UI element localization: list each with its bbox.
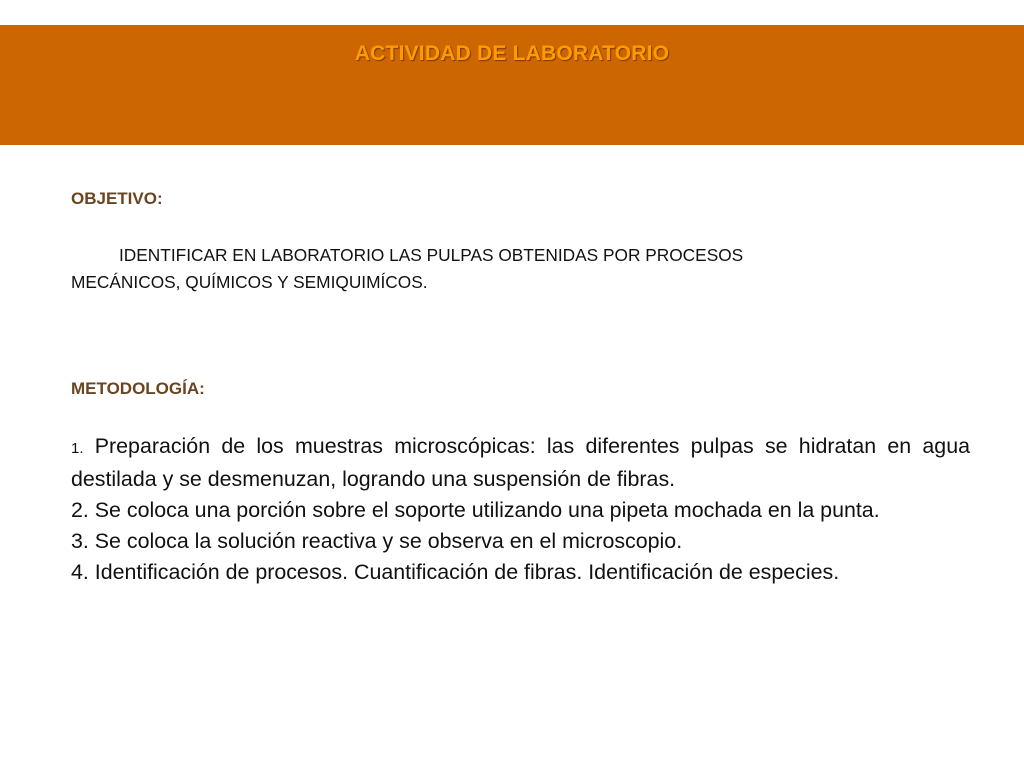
methodology-step xyxy=(71,557,970,588)
step-number: 4. xyxy=(71,560,89,584)
methodology-step xyxy=(71,526,970,557)
methodology-steps xyxy=(71,431,970,588)
step-text: Se coloca la solución reactiva y se observa en el microscopio. xyxy=(88,529,683,553)
title-banner xyxy=(0,25,1024,145)
methodology-step xyxy=(71,495,970,526)
objective-text xyxy=(71,242,951,296)
methodology-heading: METODOLOGÍA: xyxy=(71,379,205,398)
step-number: 1. xyxy=(71,440,84,457)
step-text: Identificación de procesos. Cuantificación de fibras. Identificación de especies. xyxy=(88,560,840,584)
objective-line-2: MECÁNICOS, QUÍMICOS Y SEMIQUIMÍCOS. xyxy=(71,272,428,292)
methodology-step xyxy=(71,431,970,495)
step-text: Se coloca una porción sobre el soporte utilizando una pipeta mochada en la punta. xyxy=(88,498,880,522)
objective-line-1: IDENTIFICAR EN LABORATORIO LAS PULPAS OBTENIDAS POR PROCESOS xyxy=(119,245,744,265)
objective-heading: OBJETIVO: xyxy=(71,189,163,208)
step-number: 2. xyxy=(71,498,89,522)
slide-title: ACTIVIDAD DE LABORATORIO xyxy=(354,42,670,65)
step-text: Preparación de los muestras microscópicas: las diferentes pulpas se hidratan en agua destilada y se desmenuzan, logrando una suspensión de fibras. xyxy=(71,434,970,491)
step-number: 3. xyxy=(71,529,89,553)
